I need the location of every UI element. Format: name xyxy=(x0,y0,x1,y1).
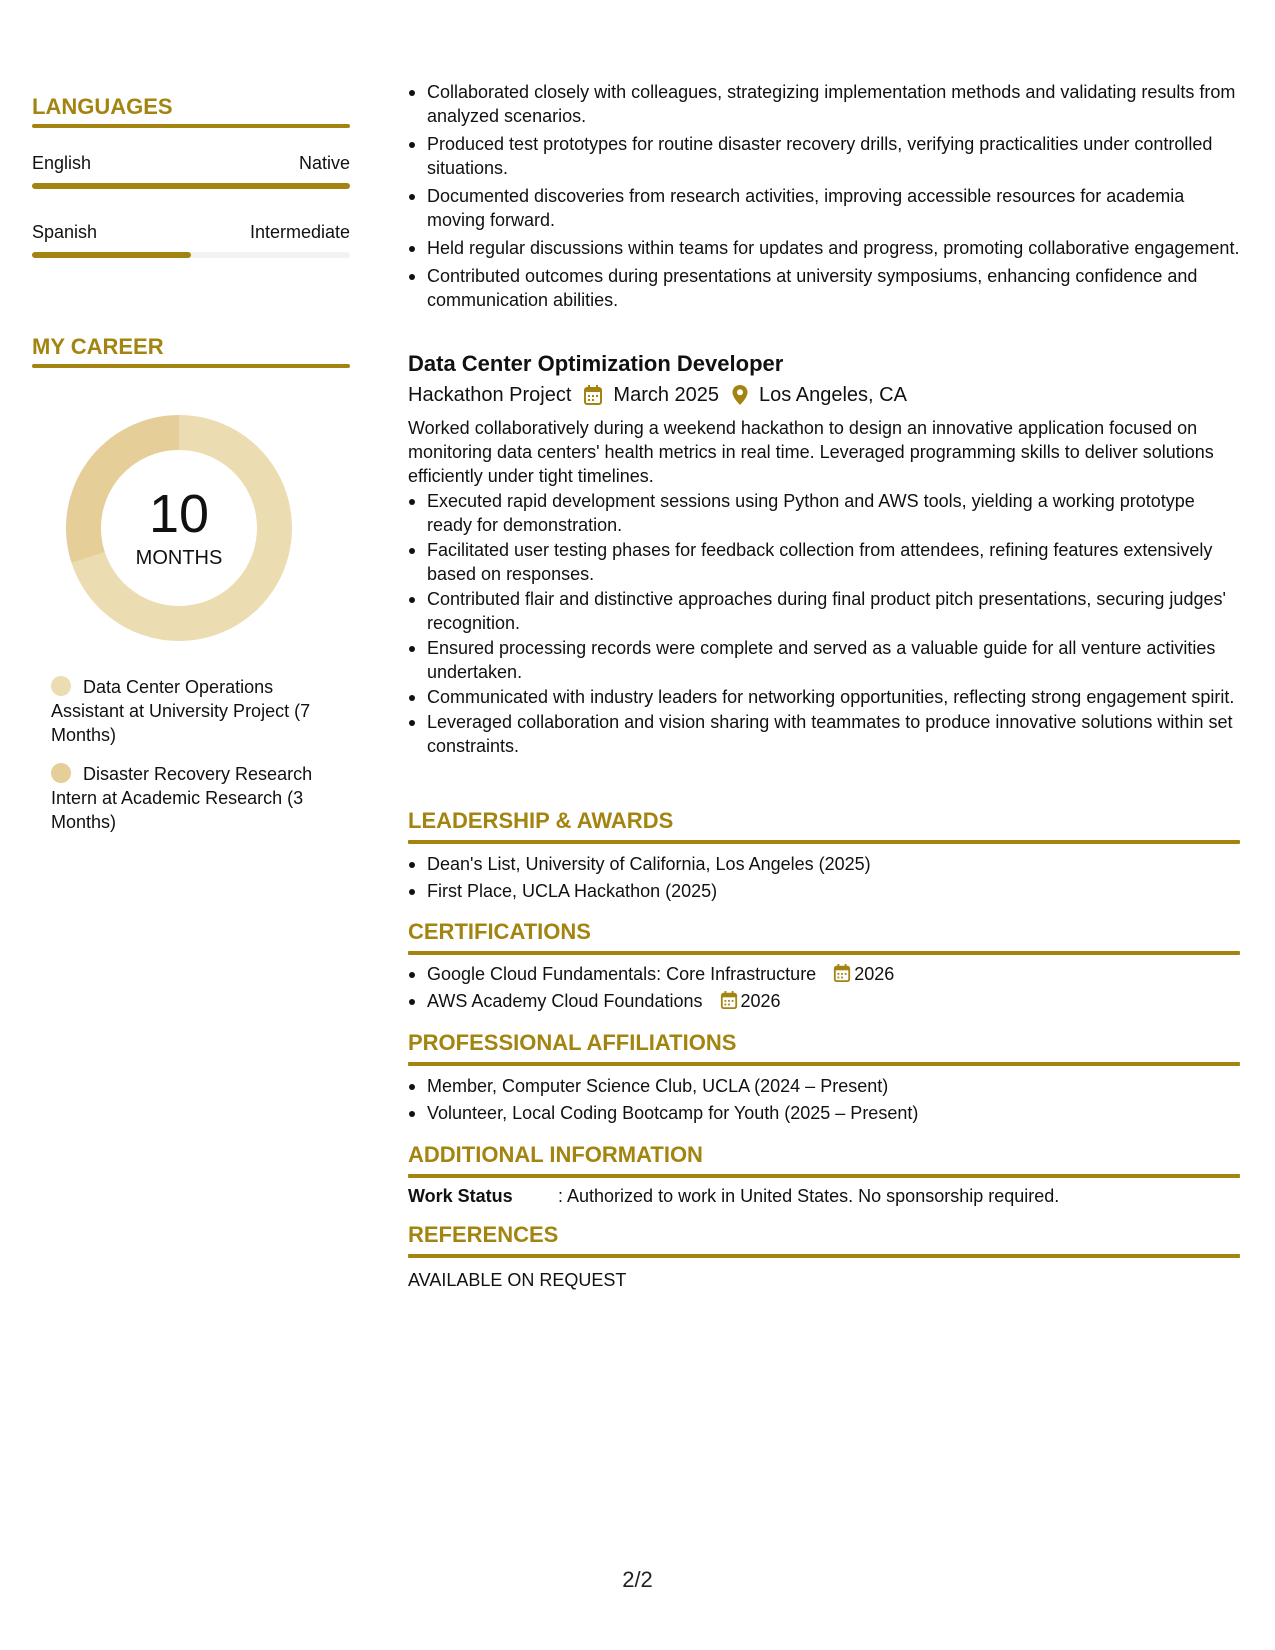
affiliations-list xyxy=(408,1074,1240,1125)
calendar-icon xyxy=(833,963,851,983)
experience-bullet: Contributed outcomes during presentations at university symposiums, enhancing confidence and communication abilities. xyxy=(408,264,1240,312)
certifications-heading-rule xyxy=(408,951,1240,955)
award-item: First Place, UCLA Hackathon (2025) xyxy=(408,879,1240,903)
job-bullet: Communicated with industry leaders for networking opportunities, reflecting strong engagement spirit. xyxy=(408,685,1240,709)
language-proficiency-bar xyxy=(32,252,350,258)
additional-heading-rule xyxy=(408,1174,1240,1178)
career-total-unit: MONTHS xyxy=(135,547,223,569)
career-donut-chart xyxy=(66,415,292,641)
certification-year: 2026 xyxy=(854,964,895,984)
certifications-section xyxy=(408,919,1240,1013)
language-proficiency-fill xyxy=(32,252,191,258)
certification-name: Google Cloud Fundamentals: Core Infrastructure xyxy=(427,964,817,984)
page-indicator: 2/2 xyxy=(622,1567,653,1592)
map-pin-icon xyxy=(731,384,749,406)
career-legend-item xyxy=(51,675,341,747)
job-bullet: Facilitated user testing phases for feedback collection from attendees, refining features extensively based on responses. xyxy=(408,538,1240,586)
language-name: Spanish xyxy=(32,222,98,242)
experience-bullet: Held regular discussions within teams for updates and progress, promoting collaborative engagement. xyxy=(408,236,1240,260)
certification-item xyxy=(408,989,1240,1013)
experience-bullet-list xyxy=(408,80,1240,312)
certifications-heading: CERTIFICATIONS xyxy=(408,919,591,944)
experience-bullet: Produced test prototypes for routine disaster recovery drills, verifying practicalities under controlled situations. xyxy=(408,132,1240,180)
job-meta xyxy=(408,382,1240,408)
job-entry xyxy=(408,350,1240,758)
award-item: Dean's List, University of California, Los Angeles (2025) xyxy=(408,852,1240,876)
language-name: English xyxy=(32,153,92,173)
leadership-heading: LEADERSHIP & AWARDS xyxy=(408,808,674,833)
job-bullet-list xyxy=(408,489,1240,758)
job-bullet: Executed rapid development sessions using Python and AWS tools, yielding a working prototype ready for demonstration. xyxy=(408,489,1240,537)
leadership-list xyxy=(408,852,1240,903)
job-company: Hackathon Project xyxy=(408,384,572,406)
certification-item xyxy=(408,962,1240,986)
affiliations-heading: PROFESSIONAL AFFILIATIONS xyxy=(408,1030,737,1055)
job-date: March 2025 xyxy=(613,384,720,406)
affiliation-item: Member, Computer Science Club, UCLA (2024 – Present) xyxy=(408,1074,1240,1098)
additional-heading: ADDITIONAL INFORMATION xyxy=(408,1142,703,1167)
legend-label: Disaster Recovery Research Intern at Academic Research (3 Months) xyxy=(51,764,313,832)
job-bullet: Contributed flair and distinctive approaches during final product pitch presentations, securing judges' recognition. xyxy=(408,587,1240,635)
career-heading: MY CAREER xyxy=(32,334,164,359)
language-proficiency-bar xyxy=(32,183,350,189)
references-heading: REFERENCES xyxy=(408,1222,559,1247)
language-level: Native xyxy=(298,153,350,173)
career-heading-rule xyxy=(32,364,350,368)
affiliations-heading-rule xyxy=(408,1062,1240,1066)
job-title: Data Center Optimization Developer xyxy=(408,351,784,376)
language-item xyxy=(32,221,350,258)
legend-label: Data Center Operations Assistant at University Project (7 Months) xyxy=(51,677,311,745)
language-item xyxy=(32,152,350,189)
languages-section xyxy=(32,94,350,128)
job-description: Worked collaboratively during a weekend hackathon to design an innovative application focused on monitoring data centers' health metrics in real time. Leveraged programming skills to deliver solutions efficiently under tight timelines. xyxy=(408,418,1214,486)
work-status-value: : Authorized to work in United States. No sponsorship required. xyxy=(558,1186,1060,1206)
work-status-label: Work Status xyxy=(408,1186,513,1206)
references-heading-rule xyxy=(408,1254,1240,1258)
legend-swatch xyxy=(51,763,71,783)
job-location: Los Angeles, CA xyxy=(759,384,907,406)
work-status-row xyxy=(408,1184,1240,1208)
leadership-heading-rule xyxy=(408,840,1240,844)
affiliation-item: Volunteer, Local Coding Bootcamp for Youth (2025 – Present) xyxy=(408,1101,1240,1125)
career-total-value: 10 xyxy=(148,484,210,544)
languages-heading-rule xyxy=(32,124,350,128)
career-legend-item xyxy=(51,762,341,834)
job-bullet: Leveraged collaboration and vision sharing with teammates to produce innovative solutions within set constraints. xyxy=(408,710,1240,758)
career-section xyxy=(32,334,350,368)
job-bullet: Ensured processing records were complete and served as a valuable guide for all venture activities undertaken. xyxy=(408,636,1240,684)
certification-year: 2026 xyxy=(740,991,781,1011)
references-section xyxy=(408,1222,1240,1292)
language-level: Intermediate xyxy=(249,222,350,242)
languages-heading: LANGUAGES xyxy=(32,94,173,119)
references-text: AVAILABLE ON REQUEST xyxy=(408,1270,627,1290)
legend-swatch xyxy=(51,676,71,696)
language-proficiency-fill xyxy=(32,183,350,189)
calendar-icon xyxy=(720,990,738,1010)
additional-section xyxy=(408,1142,1240,1208)
certifications-list xyxy=(408,962,1240,1013)
leadership-section xyxy=(408,808,1240,903)
experience-bullet: Documented discoveries from research activities, improving accessible resources for academia moving forward. xyxy=(408,184,1240,232)
donut-center xyxy=(66,415,292,641)
experience-bullet: Collaborated closely with colleagues, strategizing implementation methods and validating results from analyzed scenarios. xyxy=(408,80,1240,128)
certification-name: AWS Academy Cloud Foundations xyxy=(427,991,703,1011)
calendar-icon xyxy=(583,384,603,406)
affiliations-section xyxy=(408,1030,1240,1125)
